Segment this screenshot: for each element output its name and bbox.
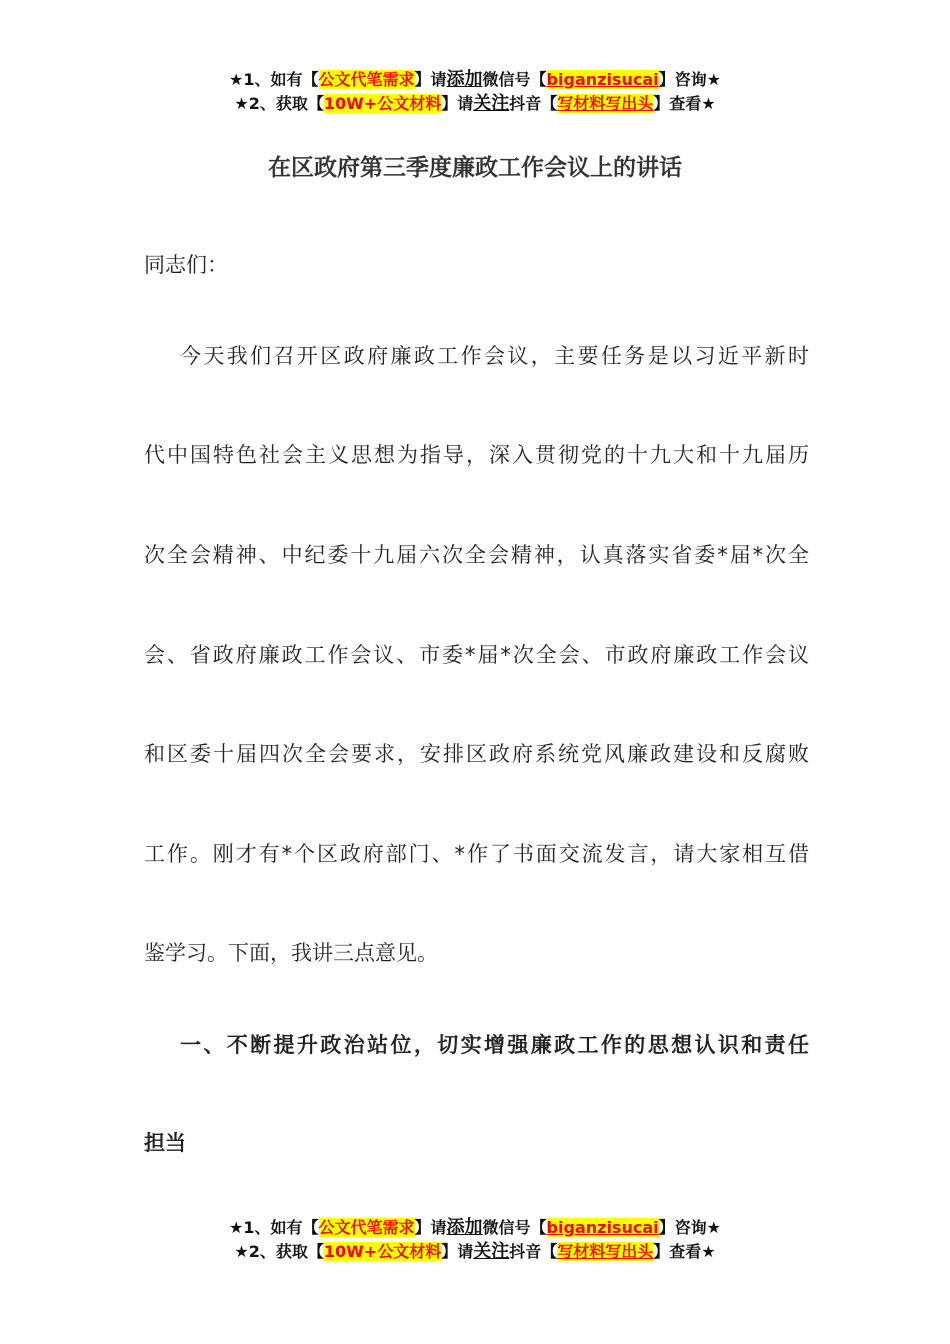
banner-text: 抖音【: [509, 1242, 558, 1261]
footer-banner: [0, 1216, 950, 1264]
paragraph-line: 和区委十届四次全会要求，安排区政府系统党风廉政建设和反腐败: [144, 742, 809, 766]
banner-line-2: [0, 92, 950, 116]
banner-text: 】查看★: [653, 1242, 716, 1261]
banner-line-2: [0, 1240, 950, 1264]
banner-highlight: 公文代笔需求: [318, 1218, 415, 1237]
banner-emphasis: 关注: [473, 1241, 510, 1262]
banner-emphasis: 添加: [446, 69, 483, 90]
section-heading-line: 担当: [144, 1131, 186, 1155]
banner-highlight: 公文代笔需求: [318, 70, 415, 89]
banner-text: 】咨询★: [658, 70, 721, 89]
banner-text: 微信号【: [482, 70, 547, 89]
banner-highlight: 10W+公文材料: [323, 1242, 442, 1261]
banner-douyin-id: 写材料写出头: [557, 94, 654, 113]
header-banner: [0, 68, 950, 116]
section-heading-line: 一、不断提升政治站位，切实增强廉政工作的思想认识和责任: [180, 1033, 809, 1057]
banner-text: 抖音【: [509, 94, 558, 113]
banner-highlight: 10W+公文材料: [323, 94, 442, 113]
paragraph-line: 代中国特色社会主义思想为指导，深入贯彻党的十九大和十九届历: [144, 443, 809, 467]
banner-text: 】请: [414, 1218, 447, 1237]
paragraph-line: 今天我们召开区政府廉政工作会议，主要任务是以习近平新时: [180, 344, 809, 368]
banner-text: 】请: [441, 1242, 474, 1261]
banner-text: ★2、获取【: [234, 1242, 324, 1261]
banner-emphasis: 添加: [446, 1217, 483, 1238]
banner-wechat-id: biganzisucai: [546, 70, 659, 89]
banner-text: 】请: [441, 94, 474, 113]
banner-wechat-id: biganzisucai: [546, 1218, 659, 1237]
banner-text: ★2、获取【: [234, 94, 324, 113]
banner-emphasis: 关注: [473, 93, 510, 114]
paragraph-line: 工作。刚才有*个区政府部门、*作了书面交流发言，请大家相互借: [144, 842, 809, 866]
banner-douyin-id: 写材料写出头: [557, 1242, 654, 1261]
banner-text: 】请: [414, 70, 447, 89]
paragraph-line: 次全会精神、中纪委十九届六次全会精神，认真落实省委*届*次全: [144, 543, 809, 567]
salutation: 同志们：: [144, 253, 228, 277]
banner-line-1: [0, 1216, 950, 1240]
document-title: 在区政府第三季度廉政工作会议上的讲话: [268, 155, 682, 181]
banner-text: ★1、如有【: [229, 1218, 319, 1237]
banner-text: 】查看★: [653, 94, 716, 113]
paragraph-line: 会、省政府廉政工作会议、市委*届*次全会、市政府廉政工作会议: [144, 643, 809, 667]
banner-text: ★1、如有【: [229, 70, 319, 89]
paragraph-line: 鉴学习。下面，我讲三点意见。: [144, 941, 438, 965]
banner-text: 微信号【: [482, 1218, 547, 1237]
banner-line-1: [0, 68, 950, 92]
banner-text: 】咨询★: [658, 1218, 721, 1237]
